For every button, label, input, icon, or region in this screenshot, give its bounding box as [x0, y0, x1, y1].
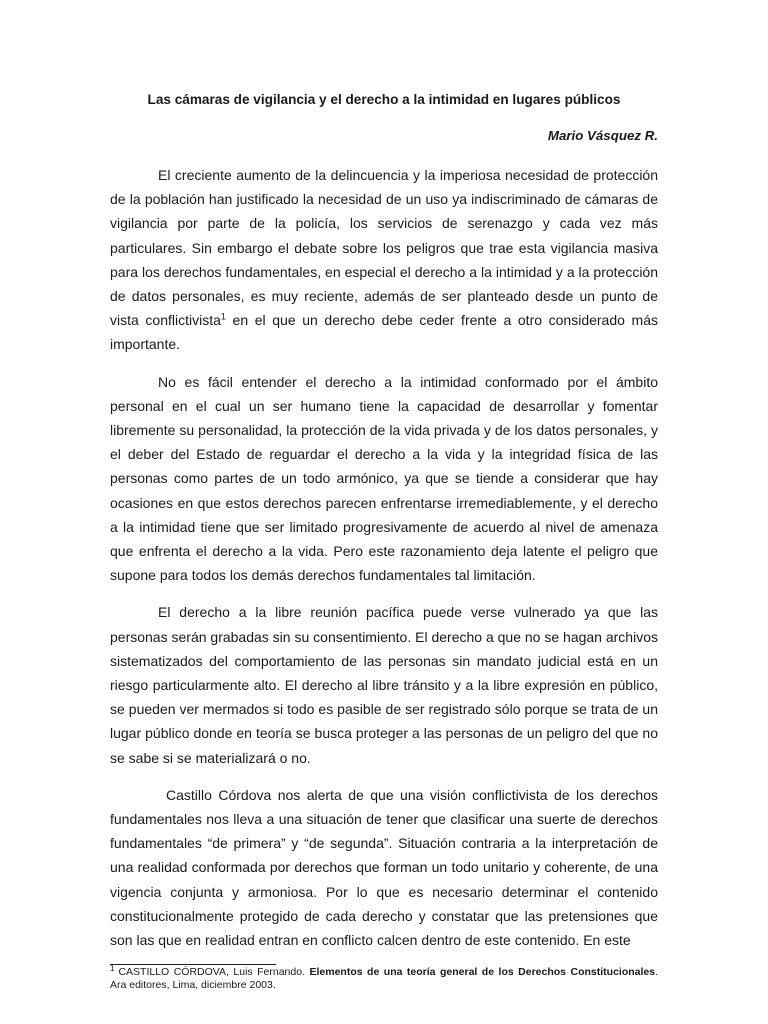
- footnote-author: CASTILLO CÓRDOVA, Luis Fernando.: [118, 966, 305, 978]
- document-author: Mario Vásquez R.: [547, 128, 658, 143]
- paragraph-1-text-after: en el que un derecho debe ceder frente a otro considerado más importante.: [110, 312, 658, 353]
- footnote-number: 1: [110, 963, 115, 973]
- paragraph-4: Castillo Córdova nos alerta de que una visión conflictivista de los derechos fundamentales nos lleva a una situación de tener que clasificar una suerte de derechos fundamentales “de primera” y “de segunda”. Situación contraria a la interpretación de una realidad conformada por derechos que forman un todo unitario y coherente, de una vigencia conjunta y armoniosa. Por lo que es necesario determinar el contenido constitucionalmente protegido de cada derecho y constatar que las pretensiones que son las que en realidad entran en conflicto calcen dentro de este contenido. En este: [110, 786, 658, 949]
- document-title: Las cámaras de vigilancia y el derecho a la intimidad en lugares públicos: [147, 92, 621, 107]
- paragraph-3: El derecho a la libre reunión pacífica puede verse vulnerado ya que las personas serán grabadas sin su consentimiento. El derecho a que no se hagan archivos sistematizados del comportamiento de las personas sin mandato judicial está en un riesgo particularmente alto. El derecho al libre tránsito y a la libre expresión en público, se pueden ver mermados si todo es pasible de ser registrado sólo porque se trata de un lugar público donde en teoría se busca proteger a las personas de un peligro del que no se sabe si se materializará o no.: [110, 604, 658, 766]
- footnote-separator: [110, 964, 276, 965]
- paragraph-1-text-before: El creciente aumento de la delincuencia y la imperiosa necesidad de protección de la población han justificado la necesidad de un uso ya indiscriminado de cámaras de vigilancia por parte de la policía, los servicios de serenazgo y cada vez más particulares. Sin embargo el debate sobre los peligros que trae esta vigilancia masiva para los derechos fundamentales, en especial el derecho a la intimidad y a la protección de datos personales, es muy reciente, además de ser planteado desde un punto de vista conflictivista: [110, 167, 658, 329]
- footnote: [110, 963, 659, 991]
- document-body: [110, 163, 658, 952]
- footnote-reference[interactable]: 1: [220, 311, 226, 322]
- paragraph-1: [110, 163, 658, 357]
- footnote-work-title: Elementos de una teoría general de los Derechos Constitucionales: [309, 966, 656, 978]
- paragraph-2: No es fácil entender el derecho a la intimidad conformado por el ámbito personal en el cual un ser humano tiene la capacidad de desarrollar y fomentar libremente su personalidad, la protección de la vida privada y de los datos personales, y el deber del Estado de reguardar el derecho a la vida y la integridad física de las personas como partes de un todo armónico, ya que se tiende a considerar que hay ocasiones en que estos derechos parecen enfrentarse irremediablemente, y el derecho a la intimidad tiene que ser limitado progresivamente de acuerdo al nivel de amenaza que enfrenta el derecho a la vida. Pero este razonamiento deja latente el peligro que supone para todos los demás derechos fundamentales tal limitación.: [110, 373, 658, 584]
- footnote-publication: . Ara editores, Lima, diciembre 2003.: [110, 966, 659, 991]
